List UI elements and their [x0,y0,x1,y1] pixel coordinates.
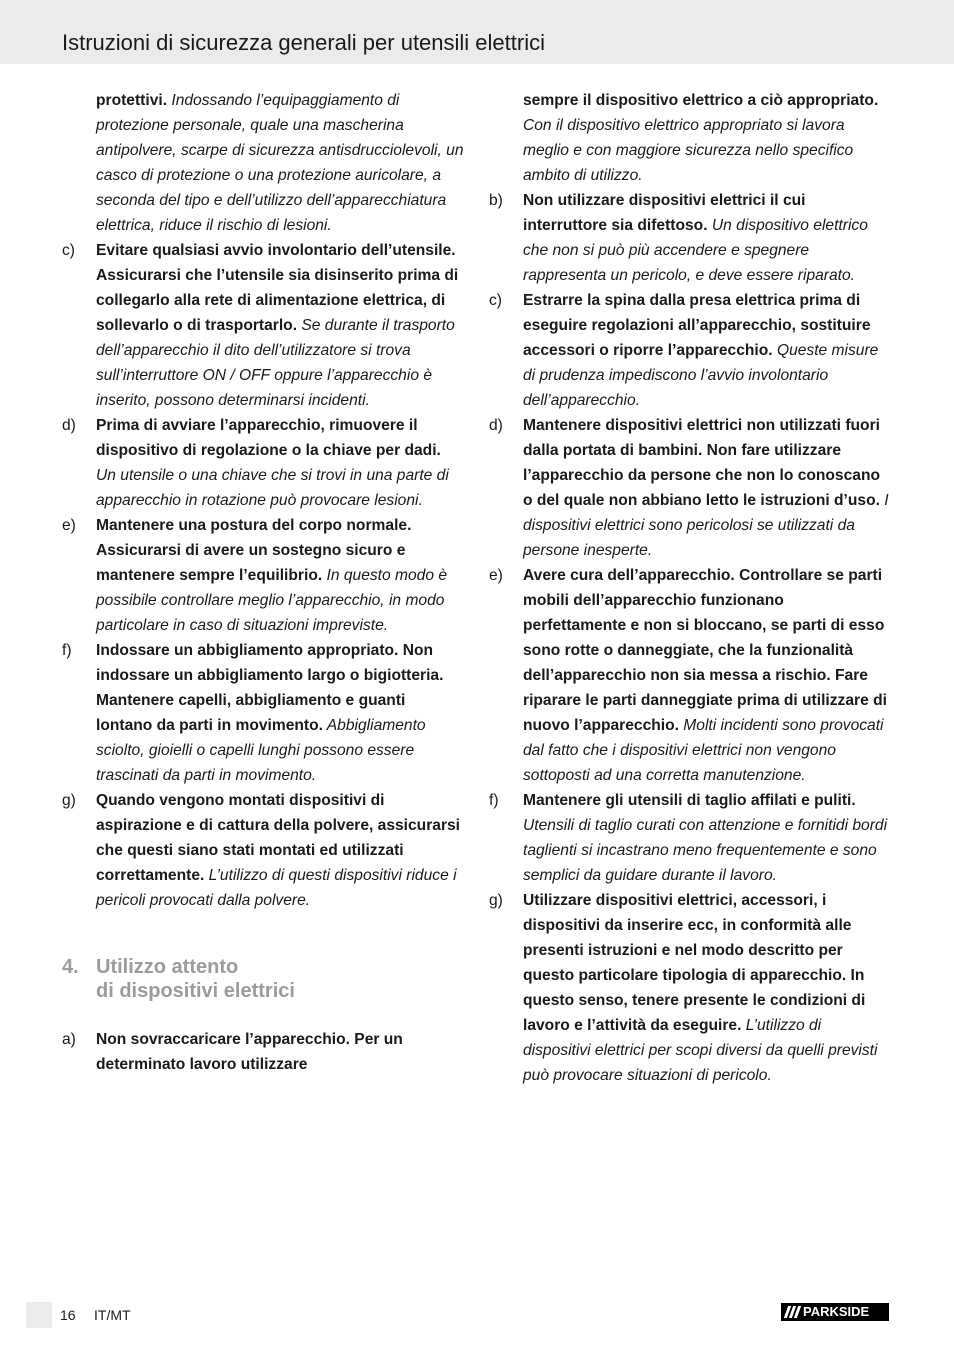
brand-name: PARKSIDE [803,1304,870,1319]
item-italic-text: Se durante il trasporto dell’apparecchio il dito dell’utilizzatore si trova sull’interruttore ON / OFF oppure l’apparecchio è inserito, possono determinarsi incidenti. [96,317,455,409]
language-code: IT/MT [94,1307,131,1323]
page-title: Istruzioni di sicurezza generali per utensili elettrici [62,30,545,55]
item-bold-text: Non sovraccaricare l’apparecchio. Per un determinato lavoro utilizzare [96,1031,403,1073]
list-item [62,88,464,238]
list-item [489,288,891,413]
page-header [0,0,954,64]
item-bold-text: Non utilizzare dispositivi elettrici il cui interruttore sia difettoso. [523,192,806,234]
list-item [489,413,891,563]
item-bold-text: Avere cura dell’apparecchio. Controllare se parti mobili dell’apparecchio funzionano perfettamente e non si bloccano, se parti di esso sono rotte o danneggiate, che la funzionalità dell’apparecchio non sia messa a rischio. Fare riparare le parti danneggiate prima di utilizzare di nuovo l’apparecchio. [523,567,887,734]
list-item [489,563,891,788]
right-column [489,88,891,1088]
item-bold-text: Estrarre la spina dalla presa elettrica prima di eseguire regolazioni all’apparecchio, sostituire accessori o riporre l’apparecchio. [523,292,871,359]
item-bold-text: sempre il dispositivo elettrico a ciò appropriato. [523,92,879,109]
list-item [489,788,891,888]
item-label: f) [489,792,499,809]
item-italic-text: L’utilizzo di questi dispositivi riduce i pericoli provocati dalla polvere. [96,867,457,909]
item-label: c) [62,242,75,259]
list-item [489,888,891,1088]
logo-stripes-icon [781,1306,803,1318]
list-item [489,88,891,188]
item-text [96,1027,464,1077]
item-label: f) [62,642,72,659]
item-text [96,788,464,913]
list-item [62,638,464,788]
list-item [62,1027,464,1077]
item-italic-text: Un utensile o una chiave che si trovi in una parte di apparecchio in rotazione può provocare lesioni. [96,467,449,509]
item-italic-text: Abbigliamento sciolto, gioielli o capelli lunghi possono essere trascinati da parti in movimento. [96,717,426,784]
list-item [62,413,464,513]
section-title [96,955,295,1003]
item-label: c) [489,292,502,309]
item-italic-text: Indossando l’equipaggiamento di protezione personale, quale una mascherina antipolvere, scarpe di sicurezza antisdrucciolevoli, un casco di protezione o una protezione auricolare, a seconda del tipo e dell’utilizzo dell’apparecchiatura elettrica, riduce il rischio di lesioni. [96,92,464,234]
item-text [96,513,464,638]
section-title-line1: Utilizzo attento [96,956,239,978]
item-text [523,888,891,1088]
brand-logo [781,1303,889,1321]
item-italic-text: Queste misure di prudenza impediscono l’avvio involontario dell’apparecchio. [523,342,879,409]
list-item [62,238,464,413]
page-number: 16 [60,1307,76,1323]
item-bold-text: Prima di avviare l’apparecchio, rimuovere il dispositivo di regolazione o la chiave per dadi. [96,417,441,459]
item-italic-text: L’utilizzo di dispositivi elettrici per scopi diversi da quelli previsti può provocare situazioni di pericolo. [523,1017,878,1084]
item-text [523,188,891,288]
item-label: e) [489,567,503,584]
item-text [96,638,464,788]
item-bold-text: Evitare qualsiasi avvio involontario dell’utensile. Assicurarsi che l’utensile sia disinserito prima di collegarlo alla rete di alimentazione elettrica, di sollevarlo o di trasportarlo. [96,242,459,334]
item-italic-text: Con il dispositivo elettrico appropriato si lavora meglio e con maggiore sicurezza nello specifico ambito di utilizzo. [523,117,854,184]
item-italic-text: I dispositivi elettrici sono pericolosi se utilizzati da persone inesperte. [523,492,889,559]
item-label: b) [489,192,503,209]
section-heading [62,955,464,1003]
item-label [62,88,96,238]
item-italic-text: Molti incidenti sono provocati dal fatto che i dispositivi elettrici non vengono sottoposti ad una corretta manutenzione. [523,717,884,784]
item-italic-text: In questo modo è possibile controllare meglio l’apparecchio, in modo particolare in caso di situazioni impreviste. [96,567,448,634]
item-text [523,563,891,788]
item-bold-text: Mantenere gli utensili di taglio affilati e puliti. [523,792,856,809]
item-text [523,288,891,413]
section-number: 4. [62,956,79,978]
list-item [489,188,891,288]
item-label: g) [489,892,503,909]
item-bold-text: Mantenere dispositivi elettrici non utilizzati fuori dalla portata di bambini. Non fare utilizzare l’apparecchio da persone che non lo conoscano o del quale non abbiano letto le istruzioni d’uso. [523,417,881,509]
item-bold-text: Mantenere una postura del corpo normale. Assicurarsi di avere un sostegno sicuro e mantenere sempre l’equilibrio. [96,517,412,584]
list-item [62,788,464,913]
item-text [523,88,891,188]
item-italic-text: Utensili di taglio curati con attenzione e fornitidi bordi taglienti si incastrano meno frequentemente e sono semplici da guidare durante il lavoro. [523,817,888,884]
item-text [96,88,464,238]
item-bold-text: protettivi. [96,92,168,109]
item-text [523,788,891,888]
item-label: d) [62,417,76,434]
item-label: g) [62,792,76,809]
section-title-line2: di dispositivi elettrici [96,980,295,1002]
item-text [96,413,464,513]
footer-page-marker [26,1302,52,1328]
item-text [96,238,464,413]
item-label: e) [62,517,76,534]
item-bold-text: Indossare un abbigliamento appropriato. Non indossare un abbigliamento largo o bigiotteria. Mantenere capelli, abbigliamento e guanti lontano da parti in movimento. [96,642,444,734]
item-bold-text: Quando vengono montati dispositivi di aspirazione e di cattura della polvere, assicurarsi che questi siano stati montati ed utilizzati correttamente. [96,792,461,884]
left-column [62,88,464,1077]
list-item [62,513,464,638]
item-italic-text: Un dispositivo elettrico che non si può più accendere e spegnere rappresenta un pericolo, e deve essere riparato. [523,217,868,284]
item-label: a) [62,1031,76,1048]
item-text [523,413,891,563]
item-label: d) [489,417,503,434]
item-bold-text: Utilizzare dispositivi elettrici, accessori, i dispositivi da inserire ecc, in conformità alle presenti istruzioni e nel modo descritto per questo particolare tipologia di apparecchio. In questo senso, tenere presente le condizioni di lavoro e l’attività da eseguire. [523,892,866,1034]
item-label [489,88,523,188]
